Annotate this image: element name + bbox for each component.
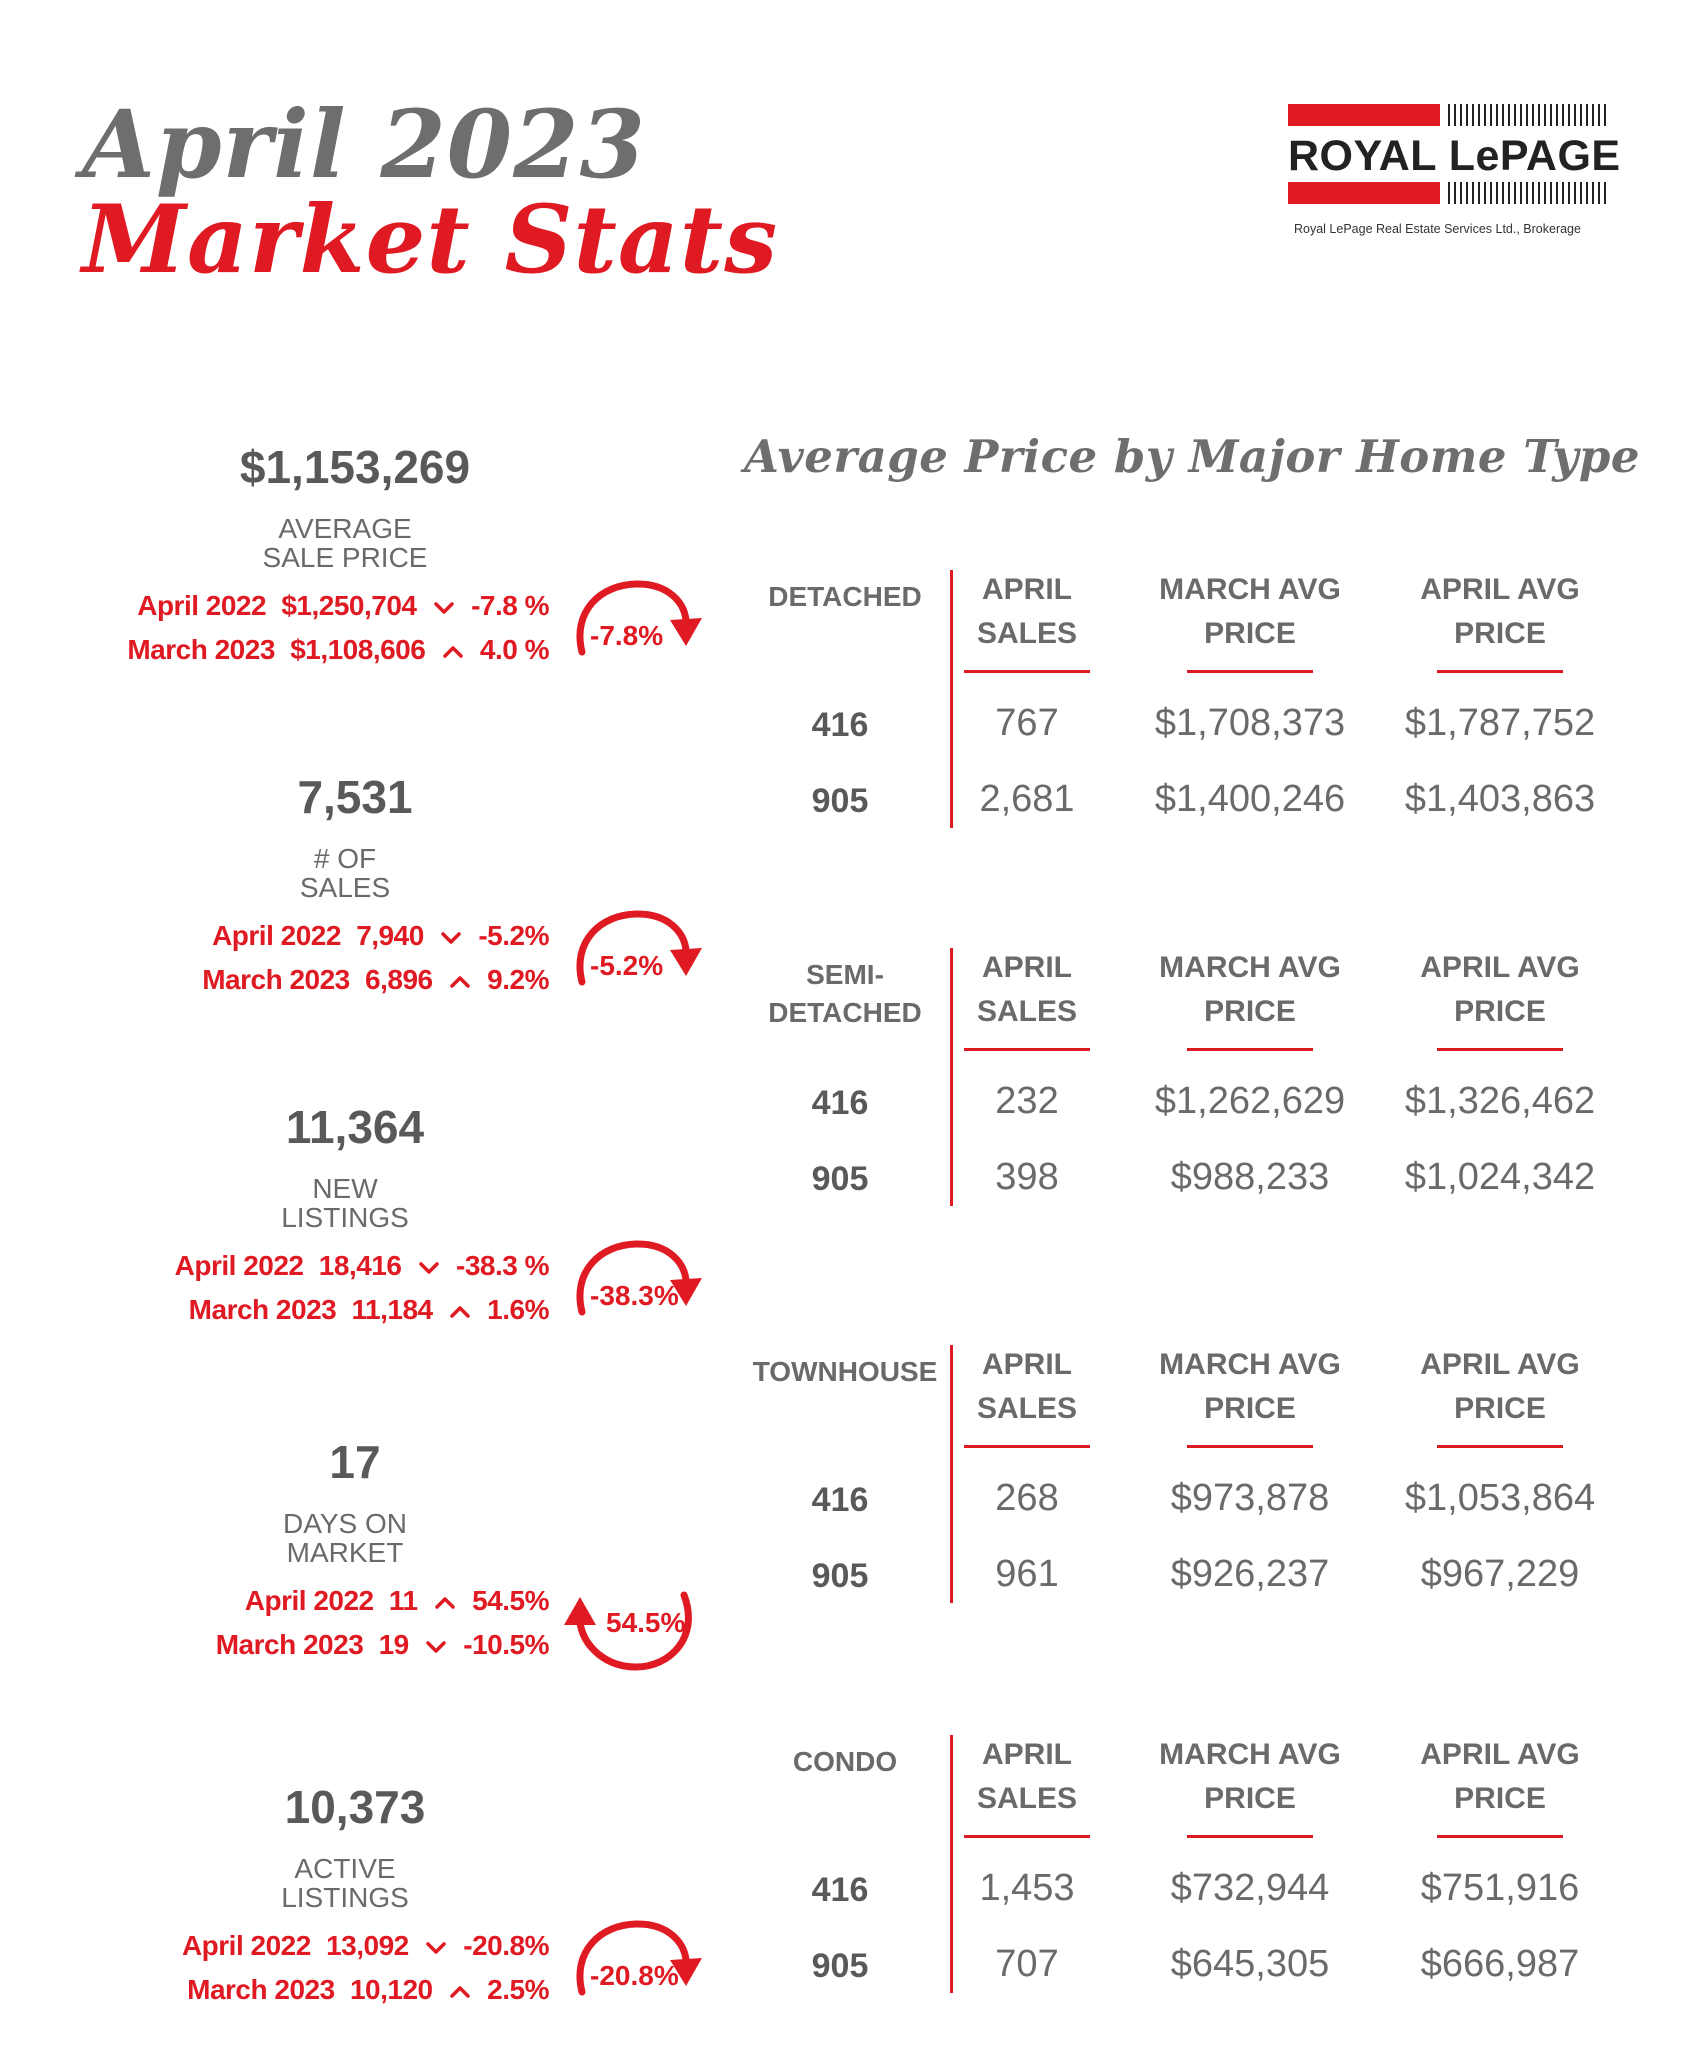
cell-march: $645,305 [1170, 1943, 1330, 1985]
change-arrow-badge [570, 902, 690, 1012]
cell-march: $1,708,373 [1154, 702, 1346, 744]
compare-value: 11 [388, 1585, 418, 1616]
column-header-line-2: PRICE [1454, 1392, 1546, 1425]
column-underline [1437, 1445, 1563, 1448]
column-header-line-2: SALES [976, 995, 1078, 1028]
column-underline [964, 1445, 1090, 1448]
compare-value: 13,092 [326, 1930, 409, 1961]
compare-change: -38.3 % [456, 1250, 549, 1281]
column-header-line-1: MARCH AVG [1159, 573, 1341, 606]
stat-label-line-1: NEW [312, 1173, 378, 1204]
column-header-line-1: APRIL [982, 1348, 1072, 1381]
column-underline [964, 1048, 1090, 1051]
compare-value: $1,250,704 [281, 590, 417, 621]
column-header-april [1350, 568, 1650, 656]
compare-change: -7.8 % [471, 590, 549, 621]
change-arrow-badge [570, 1912, 690, 2022]
cell-april: $1,403,863 [1404, 778, 1596, 820]
column-header-line-1: MARCH AVG [1159, 1738, 1341, 1771]
compare-change: 9.2% [487, 964, 549, 995]
column-header-line-1: APRIL AVG [1420, 573, 1580, 606]
column-header-line-1: APRIL AVG [1420, 951, 1580, 984]
compare-value: 10,120 [349, 1974, 433, 2005]
title-line-1: April 2023 [82, 90, 646, 200]
compare-value: 11,184 [351, 1294, 433, 1325]
compare-period: April 2022 [212, 920, 341, 951]
compare-row-april-2022 [137, 590, 549, 622]
logo-stripes-bottom [1448, 182, 1606, 204]
stat-label-line-2: SALES [299, 872, 391, 903]
stat-label-line-2: SALE PRICE [262, 542, 428, 573]
home-type-line-1: TOWNHOUSE [752, 1356, 938, 1387]
cell-march: $1,400,246 [1154, 778, 1346, 820]
stat-value: $1,153,269 [239, 441, 471, 493]
stat-label-line-1: AVERAGE [278, 513, 412, 544]
stat-value: 11,364 [285, 1101, 425, 1153]
cell-april: $1,326,462 [1404, 1080, 1596, 1122]
compare-row-march-2023 [127, 634, 549, 666]
column-header-april [1350, 1343, 1650, 1431]
stat-value: 17 [329, 1436, 381, 1488]
chevron-down-icon [416, 1930, 456, 1961]
column-header-line-2: SALES [976, 1392, 1078, 1425]
compare-period: March 2023 [187, 1974, 335, 2005]
column-underline [964, 1835, 1090, 1838]
compare-row-april-2022 [182, 1930, 549, 1962]
column-underline [1437, 1048, 1563, 1051]
stat-label-line-2: MARKET [286, 1537, 404, 1568]
chevron-down-icon [424, 590, 464, 621]
logo-red-bar-bottom [1288, 182, 1440, 204]
column-header-april [1350, 946, 1650, 1034]
compare-value: 7,940 [356, 920, 424, 951]
cell-april: $1,024,342 [1404, 1156, 1596, 1198]
cell-april: $666,987 [1420, 1943, 1580, 1985]
logo-stripes-top [1448, 104, 1606, 126]
cell-sales: 961 [995, 1553, 1059, 1595]
compare-change: -10.5% [463, 1629, 549, 1660]
change-badge-value: -38.3% [590, 1280, 679, 1311]
chevron-down-icon [431, 920, 471, 951]
compare-period: April 2022 [174, 1250, 304, 1281]
column-header-line-1: APRIL [982, 573, 1072, 606]
home-type-line-2: DETACHED [768, 997, 922, 1028]
region-code: 905 [811, 782, 869, 820]
compare-period: March 2023 [215, 1629, 364, 1660]
logo-subtitle: Royal LePage Real Estate Services Ltd., Brokerage [1294, 222, 1581, 236]
cell-sales: 767 [995, 702, 1059, 744]
chevron-up-icon [440, 964, 480, 995]
column-header-line-2: PRICE [1204, 1782, 1296, 1815]
change-arrow-badge [570, 1232, 690, 1342]
column-underline [1437, 1835, 1563, 1838]
home-type-line-1: SEMI- [806, 959, 884, 990]
chevron-down-icon [416, 1629, 456, 1660]
cell-april: $967,229 [1420, 1553, 1580, 1595]
column-header-line-2: SALES [976, 617, 1078, 650]
compare-row-march-2023 [202, 964, 549, 996]
cell-april: $751,916 [1420, 1867, 1580, 1909]
column-underline [1187, 1048, 1313, 1051]
title-line-2: Market Stats [82, 185, 779, 295]
compare-change: -20.8% [463, 1930, 549, 1961]
stat-value: 7,531 [297, 771, 413, 823]
logo-brand: ROYAL LePAGE [1288, 132, 1621, 180]
change-badge-value: 54.5% [606, 1607, 686, 1638]
compare-row-april-2022 [212, 920, 549, 952]
stat-label-line-2: LISTINGS [281, 1882, 409, 1913]
compare-change: 54.5% [472, 1585, 549, 1616]
column-header-line-1: MARCH AVG [1159, 1348, 1341, 1381]
change-badge-value: -5.2% [590, 950, 664, 981]
column-header-line-1: APRIL AVG [1420, 1348, 1580, 1381]
logo-red-bar-top [1288, 104, 1440, 126]
chevron-up-icon [425, 1585, 465, 1616]
column-header-line-2: SALES [976, 1782, 1078, 1815]
cell-april: $1,787,752 [1404, 702, 1596, 744]
cell-sales: 398 [995, 1156, 1059, 1198]
compare-row-april-2022 [245, 1585, 549, 1617]
cell-march: $1,262,629 [1154, 1080, 1346, 1122]
compare-change: 4.0 % [479, 634, 549, 665]
stat-label-line-1: # OF [313, 843, 377, 874]
compare-row-march-2023 [216, 1629, 549, 1661]
compare-period: March 2023 [188, 1294, 337, 1325]
region-code: 905 [811, 1160, 869, 1198]
column-header-line-1: APRIL [982, 1738, 1072, 1771]
region-code: 416 [811, 1871, 869, 1909]
compare-value: $1,108,606 [290, 634, 426, 665]
column-header-line-2: PRICE [1454, 995, 1546, 1028]
cell-sales: 268 [995, 1477, 1059, 1519]
region-code: 905 [811, 1947, 869, 1985]
change-arrow-badge [570, 1567, 690, 1677]
chevron-up-icon [433, 634, 473, 665]
region-code: 905 [811, 1557, 869, 1595]
chevron-down-icon [409, 1250, 449, 1281]
cell-sales: 1,453 [979, 1867, 1075, 1909]
column-header-line-2: PRICE [1204, 617, 1296, 650]
compare-period: April 2022 [137, 590, 267, 621]
column-header-line-2: PRICE [1454, 1782, 1546, 1815]
column-header-line-1: APRIL AVG [1420, 1738, 1580, 1771]
stat-value: 10,373 [284, 1781, 426, 1833]
cell-sales: 2,681 [979, 778, 1075, 820]
cell-march: $926,237 [1170, 1553, 1330, 1595]
home-type-line-1: CONDO [792, 1746, 898, 1777]
stat-label-line-1: ACTIVE [294, 1853, 396, 1884]
compare-change: 2.5% [487, 1974, 549, 2005]
compare-period: April 2022 [244, 1585, 374, 1616]
section-title: Average Price by Major Home Type [744, 430, 1640, 483]
column-underline [1187, 670, 1313, 673]
compare-period: March 2023 [127, 634, 275, 665]
column-header-line-1: APRIL [982, 951, 1072, 984]
royal-lepage-logo [1288, 104, 1621, 236]
change-arrow-badge [570, 572, 690, 682]
cell-march: $732,944 [1170, 1867, 1330, 1909]
column-underline [964, 670, 1090, 673]
stat-label-line-1: DAYS ON [283, 1508, 407, 1539]
stat-label-line-2: LISTINGS [281, 1202, 409, 1233]
cell-march: $988,233 [1170, 1156, 1330, 1198]
compare-period: March 2023 [202, 964, 350, 995]
cell-april: $1,053,864 [1404, 1477, 1596, 1519]
column-underline [1187, 1835, 1313, 1838]
cell-sales: 707 [995, 1943, 1059, 1985]
column-underline [1187, 1445, 1313, 1448]
region-code: 416 [811, 706, 869, 744]
compare-value: 6,896 [365, 964, 433, 995]
compare-change: -5.2% [478, 920, 549, 951]
change-badge-value: -20.8% [590, 1960, 679, 1991]
compare-value: 19 [378, 1629, 409, 1660]
chevron-up-icon [440, 1294, 480, 1325]
column-header-line-2: PRICE [1204, 1392, 1296, 1425]
change-badge-value: -7.8% [590, 620, 664, 651]
column-header-line-2: PRICE [1454, 617, 1546, 650]
compare-period: April 2022 [181, 1930, 311, 1961]
region-code: 416 [811, 1481, 869, 1519]
cell-sales: 232 [995, 1080, 1059, 1122]
home-type-line-1: DETACHED [768, 581, 922, 612]
compare-change: 1.6% [487, 1294, 549, 1325]
compare-value: 18,416 [318, 1250, 402, 1281]
compare-row-march-2023 [187, 1974, 549, 2006]
column-underline [1437, 670, 1563, 673]
column-header-line-1: MARCH AVG [1159, 951, 1341, 984]
column-header-april [1350, 1733, 1650, 1821]
chevron-up-icon [440, 1974, 480, 2005]
compare-row-march-2023 [189, 1294, 549, 1326]
region-code: 416 [811, 1084, 869, 1122]
column-header-line-2: PRICE [1204, 995, 1296, 1028]
cell-march: $973,878 [1170, 1477, 1330, 1519]
compare-row-april-2022 [175, 1250, 549, 1282]
